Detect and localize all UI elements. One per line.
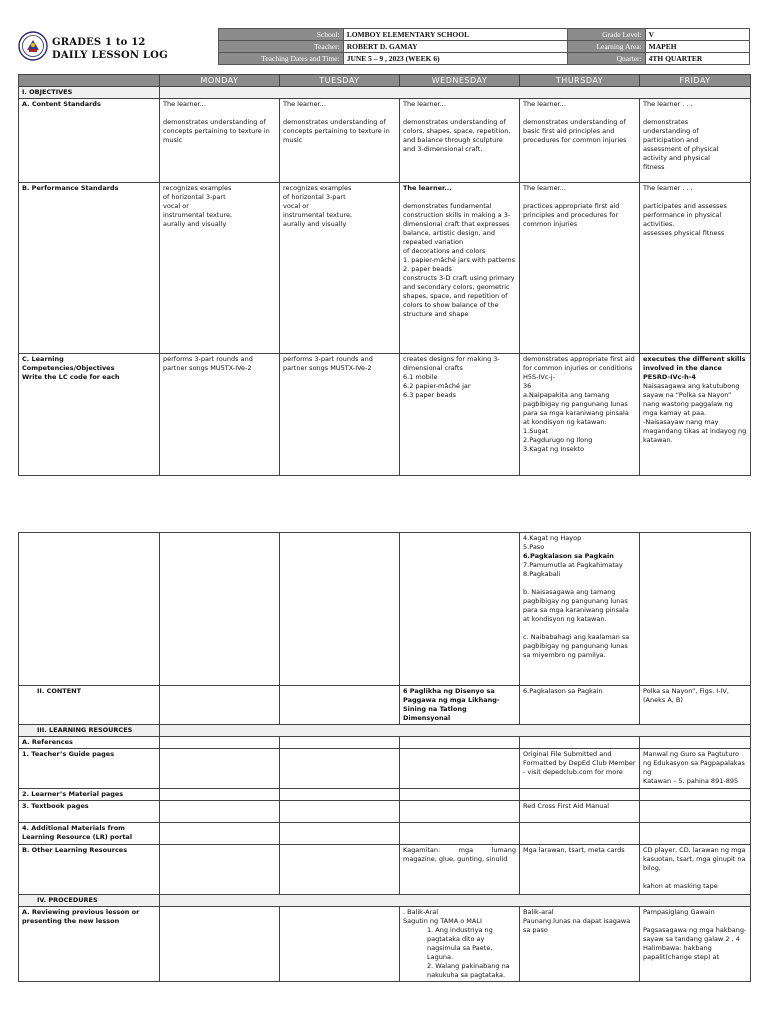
quarter-value: 4TH QUARTER bbox=[645, 53, 749, 65]
area-label: Learning Area: bbox=[567, 41, 645, 53]
review-friday: Pampasiglang Gawain Pagsasagawa ng mga hakbang-sayaw sa tandang galaw 2 , 4 Halimbawa: hakbang papalit(change step) at bbox=[640, 907, 751, 982]
ps-thursday-text: practices appropriate first aid principles and procedures for common injuries bbox=[523, 202, 620, 228]
grade-value: V bbox=[645, 29, 749, 41]
lc-thursday: demonstrates appropriate first aid for common injuries or conditions H5S-IVc-j- 36 a.Naipapakita ang tamang pagbibigay ng pangunang lunas para sa mga karaniwang pinsala at kondisyon ng katawan: 1.Sugat 2.Pagdurugo ng Ilong 3.Kagat ng Insekto bbox=[520, 354, 640, 476]
cs-wednesday-intro: The learner... bbox=[403, 100, 446, 108]
performance-standards-row bbox=[19, 183, 751, 354]
title-line-2: DAILY LESSON LOG bbox=[52, 50, 168, 61]
tb-tuesday bbox=[280, 801, 400, 823]
lr-tuesday bbox=[280, 823, 400, 845]
lm-monday bbox=[160, 789, 280, 801]
lr-thursday bbox=[520, 823, 640, 845]
lc-cont-thu-b: 6.Pagkalason sa Pagkain bbox=[523, 552, 614, 560]
cs-friday-text: demonstrates understanding of participation and assessment of physical activity and physical fitness bbox=[643, 118, 719, 171]
lc-cont-tuesday bbox=[280, 533, 400, 686]
review-wed-c: 2. Walang pakinabang na nakukuha sa pagtataka. bbox=[427, 962, 510, 979]
day-wednesday: WEDNESDAY bbox=[400, 75, 520, 87]
procedures-row bbox=[19, 895, 751, 907]
tb-monday bbox=[160, 801, 280, 823]
content-friday: Polka sa Nayon”, Figs. I-IV, (Aneks A, B) bbox=[640, 686, 751, 725]
resources-heading: III. LEARNING RESOURCES bbox=[19, 725, 160, 737]
cs-thursday-intro: The learner... bbox=[523, 100, 566, 108]
ps-friday bbox=[640, 183, 751, 354]
content-standards-label: A. Content Standards bbox=[19, 99, 160, 183]
lc-cont-thu-a: 4.Kagat ng Hayop 5.Paso bbox=[523, 534, 582, 551]
references-row bbox=[19, 737, 751, 749]
teacher-label: Teacher: bbox=[219, 41, 344, 53]
quarter-label: Quarter: bbox=[567, 53, 645, 65]
lr-label: 4. Additional Materials from Learning Resource (LR) portal bbox=[19, 823, 160, 845]
lc-cont-label bbox=[19, 533, 160, 686]
ref-monday bbox=[160, 737, 280, 749]
tg-thursday: Original File Submitted and Formatted by DepEd Club Member - visit depedclub.com for more bbox=[520, 749, 640, 789]
objectives-span bbox=[160, 87, 751, 99]
day-monday: MONDAY bbox=[160, 75, 280, 87]
content-tuesday bbox=[280, 686, 400, 725]
tg-tuesday bbox=[280, 749, 400, 789]
cs-friday bbox=[640, 99, 751, 183]
lesson-log-table-2 bbox=[18, 532, 751, 982]
dates-label: Teaching Dates and Time: bbox=[219, 53, 344, 65]
lc-wednesday: creates designs for making 3-dimensional crafts 6.1 mobile 6.2 papier-mâché jar 6.3 paper beads bbox=[400, 354, 520, 476]
content-thursday: 6.Pagkalason sa Pagkain bbox=[520, 686, 640, 725]
school-label: School: bbox=[219, 29, 344, 41]
procedures-span bbox=[160, 895, 751, 907]
day-tuesday: TUESDAY bbox=[280, 75, 400, 87]
dll-title bbox=[52, 36, 168, 62]
lc-cont-thu-e: c. Naibabahagi ang kaalaman sa pagbibigay ng pangunang lunas sa miyembro ng pamilya. bbox=[523, 633, 630, 659]
tb-thursday: Red Cross First Aid Manual bbox=[520, 801, 640, 823]
other-monday bbox=[160, 845, 280, 895]
ps-monday: recognizes examples of horizontal 3-part vocal or instrumental texture, aurally and visually bbox=[160, 183, 280, 354]
tg-monday bbox=[160, 749, 280, 789]
lc-cont-thursday bbox=[520, 533, 640, 686]
lesson-log-table-1 bbox=[18, 74, 751, 476]
tb-wednesday bbox=[400, 801, 520, 823]
textbook-row bbox=[19, 801, 751, 823]
lm-wednesday bbox=[400, 789, 520, 801]
ps-wednesday-intro: The learner... bbox=[403, 184, 452, 192]
teacher-value: ROBERT D. GAMAY bbox=[343, 41, 567, 53]
lr-wednesday bbox=[400, 823, 520, 845]
review-tuesday bbox=[280, 907, 400, 982]
ps-friday-text: participates and assesses performance in physical activities. assesses physical fitness bbox=[643, 202, 727, 237]
title-line-1: GRADES 1 to 12 bbox=[52, 37, 146, 48]
other-label: B. Other Learning Resources bbox=[19, 845, 160, 895]
ps-tuesday: recognizes examples of horizontal 3-part vocal or instrumental texture, aurally and visually bbox=[280, 183, 400, 354]
content-standards-row bbox=[19, 99, 751, 183]
area-value: MAPEH bbox=[645, 41, 749, 53]
other-wednesday: Kagamitan: mga lumang magazine, glue, gunting, sinulid bbox=[400, 845, 520, 895]
dll-header bbox=[18, 28, 750, 64]
references-label: A. References bbox=[19, 737, 160, 749]
cs-monday-text: demonstrates understanding of concepts pertaining to texture in music bbox=[163, 118, 270, 144]
tb-friday bbox=[640, 801, 751, 823]
lm-label: 2. Learner’s Material pages bbox=[19, 789, 160, 801]
resources-row bbox=[19, 725, 751, 737]
lc-cont-friday bbox=[640, 533, 751, 686]
lr-friday bbox=[640, 823, 751, 845]
dates-value: JUNE 5 – 9 , 2023 (WEEK 6) bbox=[343, 53, 567, 65]
cs-monday bbox=[160, 99, 280, 183]
content-wednesday: 6 Paglikha ng Disenyo sa Paggawa ng mga Likhang-Sining na Tatlong Dimensyonal bbox=[400, 686, 520, 725]
cs-tuesday-intro: The learner... bbox=[283, 100, 326, 108]
school-value: LOMBOY ELEMENTARY SCHOOL bbox=[343, 29, 567, 41]
review-wed-b: 1. Ang industriya ng pagtataka dito ay nagsimula sa Paete, Laguna. bbox=[427, 926, 493, 961]
tg-label: 1. Teacher’s Guide pages bbox=[19, 749, 160, 789]
cs-friday-intro: The learner . . . bbox=[643, 100, 693, 108]
competencies-cont-row bbox=[19, 533, 751, 686]
cs-tuesday-text: demonstrates understanding of concepts pertaining to texture in music bbox=[283, 118, 390, 144]
other-friday: CD player, CD, larawan ng mga kasuotan, tsart, mga ginupit na bilog, kahon at masking tape bbox=[640, 845, 751, 895]
other-tuesday bbox=[280, 845, 400, 895]
day-thursday: THURSDAY bbox=[520, 75, 640, 87]
teachers-guide-row bbox=[19, 749, 751, 789]
content-monday bbox=[160, 686, 280, 725]
lc-friday-code: executes the different skills involved in the dance PESRD-IVc-h-4 bbox=[643, 355, 746, 381]
tg-friday: Manwal ng Guro sa Pagtuturo ng Edukasyon sa Pagpapalakas ng Katawan – 5, pahina 891-895 bbox=[640, 749, 751, 789]
ref-wednesday bbox=[400, 737, 520, 749]
review-wed-a: . Balik-Aral Sagutin ng TAMA o MALI bbox=[403, 908, 482, 925]
lc-monday: performs 3-part rounds and partner songs MU5TX-IVe-2 bbox=[160, 354, 280, 476]
objectives-heading: I. OBJECTIVES bbox=[19, 87, 160, 99]
ps-friday-intro: The learner . . . bbox=[643, 184, 693, 192]
lm-friday bbox=[640, 789, 751, 801]
lc-friday bbox=[640, 354, 751, 476]
day-friday: FRIDAY bbox=[640, 75, 751, 87]
other-resources-row bbox=[19, 845, 751, 895]
review-row bbox=[19, 907, 751, 982]
performance-standards-label: B. Performance Standards bbox=[19, 183, 160, 354]
content-label: II. CONTENT bbox=[19, 686, 160, 725]
review-monday bbox=[160, 907, 280, 982]
cs-wednesday bbox=[400, 99, 520, 183]
cs-wednesday-text: demonstrates understanding of colors, shapes, space, repetition, and balance through sculpture and 3-dimensional craft. bbox=[403, 118, 511, 153]
lc-cont-monday bbox=[160, 533, 280, 686]
ref-tuesday bbox=[280, 737, 400, 749]
objectives-row bbox=[19, 87, 751, 99]
tb-label: 3. Textbook pages bbox=[19, 801, 160, 823]
ps-wednesday bbox=[400, 183, 520, 354]
cs-thursday bbox=[520, 99, 640, 183]
review-label: A. Reviewing previous lesson or presenting the new lesson bbox=[19, 907, 160, 982]
ps-thursday bbox=[520, 183, 640, 354]
procedures-heading: IV. PROCEDURES bbox=[19, 895, 160, 907]
learners-material-row bbox=[19, 789, 751, 801]
corner-cell bbox=[19, 75, 160, 87]
lc-cont-wednesday bbox=[400, 533, 520, 686]
other-thursday: Mga larawan, tsart, meta cards bbox=[520, 845, 640, 895]
lc-cont-thu-c: 7.Pamumutla at Pagkahimatay 8.Pagkabali bbox=[523, 561, 623, 578]
lc-cont-thu-d: b. Naisasagawa ang tamang pagbibigay ng pangunang lunas para sa mga karaniwang pinsala at kondisyon ng katawan. bbox=[523, 588, 629, 623]
review-wednesday bbox=[400, 907, 520, 982]
ps-wednesday-text: demonstrates fundamental construction skills in making a 3-dimensional craft that expresses balance, artistic design, and repeated variation of decorations and colors 1. papier-mâché jars with patterns 2. paper beads constructs 3-D craft using primary and secondary colors, geometric shapes, space, and repetition of colors to show balance of the structure and shape bbox=[403, 202, 516, 318]
competencies-label: C. Learning Competencies/Objectives Write the LC code for each bbox=[19, 354, 160, 476]
cs-tuesday bbox=[280, 99, 400, 183]
lm-tuesday bbox=[280, 789, 400, 801]
ps-thursday-intro: The learner... bbox=[523, 184, 566, 192]
lc-tuesday: performs 3-part rounds and partner songs MU5TX-IVe-2 bbox=[280, 354, 400, 476]
lc-friday-text: Naisasagawa ang katutubong sayaw na “Polka sa Nayon” nang wastong paggalaw ng mga kamay at paa. -Naisasayaw nang may magandang tikas at indayog ng katawan. bbox=[643, 382, 747, 444]
competencies-row bbox=[19, 354, 751, 476]
tg-wednesday bbox=[400, 749, 520, 789]
ref-thursday bbox=[520, 737, 640, 749]
lr-monday bbox=[160, 823, 280, 845]
day-header-row bbox=[19, 75, 751, 87]
lm-thursday bbox=[520, 789, 640, 801]
review-thursday: Balik-aral Paunang lunas na dapat isagawa sa paso bbox=[520, 907, 640, 982]
cs-thursday-text: demonstrates understanding of basic first aid principles and procedures for common injuries bbox=[523, 118, 627, 144]
deped-seal-icon bbox=[18, 31, 48, 61]
ref-friday bbox=[640, 737, 751, 749]
header-info-table bbox=[218, 28, 750, 65]
cs-monday-intro: The learner... bbox=[163, 100, 206, 108]
content-row bbox=[19, 686, 751, 725]
grade-label: Grade Level: bbox=[567, 29, 645, 41]
lr-portal-row bbox=[19, 823, 751, 845]
resources-span bbox=[160, 725, 751, 737]
